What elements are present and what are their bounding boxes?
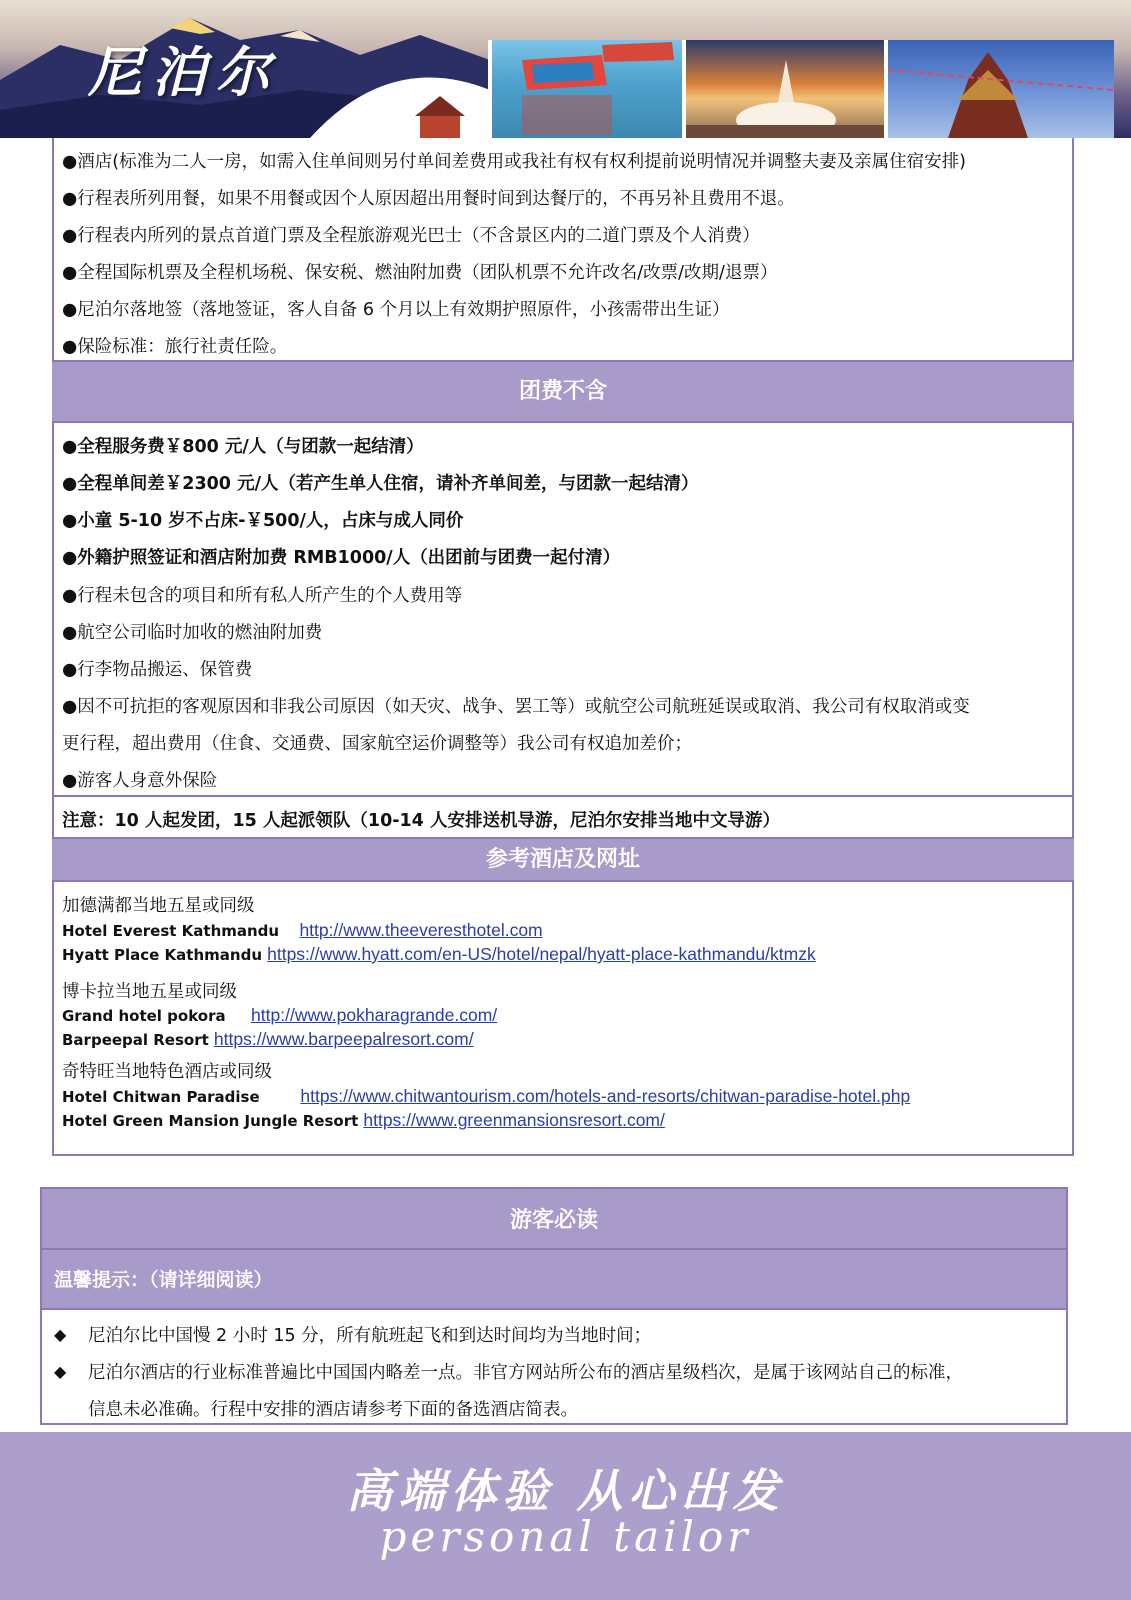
hotel-name: Grand hotel pokora (62, 1007, 226, 1025)
notice-item: 尼泊尔比中国慢 2 小时 15 分，所有航班起飞和到达时间均为当地时间； (88, 1326, 652, 1346)
hotel-name: Hotel Green Mansion Jungle Resort (62, 1112, 359, 1130)
warm-tips-heading: 温馨提示：（请详细阅读） (40, 1250, 1068, 1310)
hotel-link[interactable]: https://www.greenmansionsresort.com/ (363, 1110, 665, 1130)
notice-heading: 游客必读 (40, 1187, 1068, 1250)
region-kathmandu: 加德满都当地五星或同级 (62, 896, 255, 916)
region-chitwan: 奇特旺当地特色酒店或同级 (62, 1062, 272, 1082)
hotel-link[interactable]: https://www.chitwantourism.com/hotels-and-resorts/chitwan-paradise-hotel.php (300, 1086, 911, 1106)
excluded-fee-item: ●小童 5-10 岁不占床-￥500/人，占床与成人同价 (62, 511, 464, 531)
hotel-name: Hotel Everest Kathmandu (62, 922, 280, 940)
excluded-item: ●行李物品搬运、保管费 (62, 660, 253, 680)
included-item: ●行程表所列用餐，如果不用餐或因个人原因超出用餐时间到达餐厅的，不再另补且费用不退。 (62, 189, 795, 209)
temple-illustration (290, 60, 490, 138)
hotel-name: Hotel Chitwan Paradise (62, 1088, 260, 1106)
diamond-bullet-icon: ◆ (54, 1362, 67, 1381)
included-item: ●酒店(标准为二人一房，如需入住单间则另付单间差费用或我社有权有权利提前说明情况并调整夫妻及亲属住宿安排) (62, 152, 966, 172)
hotel-link[interactable]: http://www.pokharagrande.com/ (251, 1005, 498, 1025)
excluded-item: ●行程未包含的项目和所有私人所产生的个人费用等 (62, 586, 463, 606)
hotel-name: Hyatt Place Kathmandu (62, 946, 263, 964)
boats-photo (488, 40, 682, 138)
excluded-item: ●航空公司临时加收的燃油附加费 (62, 623, 323, 643)
excluded-item: ●因不可抗拒的客观原因和非我公司原因（如天灾、战争、罢工等）或航空公司航班延误或取消、我公司有权取消或变 (62, 697, 970, 717)
hotel-row (62, 944, 816, 965)
hotel-link[interactable]: https://www.hyatt.com/en-US/hotel/nepal/hyatt-place-kathmandu/ktmzk (267, 944, 816, 964)
hotel-row (62, 1110, 665, 1131)
hotel-row (62, 1029, 474, 1050)
footer-slogan: 高端体验 从心出发 (346, 1464, 785, 1518)
divider (52, 795, 1074, 797)
hotels-heading: 参考酒店及网址 (52, 837, 1074, 882)
hotel-name: Barpeepal Resort (62, 1031, 209, 1049)
notice-item: 尼泊尔酒店的行业标准普遍比中国国内略差一点。非官方网站所公布的酒店星级档次，是属于该网站自己的标准， (88, 1363, 963, 1383)
trip-details-box (52, 138, 1074, 1156)
included-item: ●行程表内所列的景点首道门票及全程旅游观光巴士（不含景区内的二道门票及个人消费） (62, 226, 760, 246)
header-banner (0, 0, 1131, 138)
destination-title: 尼泊尔 (88, 40, 280, 104)
hotel-row (62, 920, 543, 941)
excluded-fee-item: ●全程单间差￥2300 元/人（若产生单人住宿，请补齐单间差，与团款一起结清） (62, 474, 699, 494)
excluded-item-continued: 更行程，超出费用（住食、交通费、国家航空运价调整等）我公司有权追加差价； (62, 734, 692, 754)
excluded-heading: 团费不含 (52, 360, 1074, 423)
region-pokhara: 博卡拉当地五星或同级 (62, 982, 237, 1002)
excluded-fee-item: ●全程服务费￥800 元/人（与团款一起结清） (62, 437, 424, 457)
excluded-item: ●游客人身意外保险 (62, 771, 218, 791)
pagoda-photo (884, 40, 1114, 138)
included-item: ●保险标准：旅行社责任险。 (62, 337, 288, 357)
included-item: ●全程国际机票及全程机场税、保安税、燃油附加费（团队机票不允许改名/改票/改期/退票） (62, 263, 778, 283)
notice-item-continued: 信息未必准确。行程中安排的酒店请参考下面的备选酒店简表。 (88, 1400, 578, 1420)
diamond-bullet-icon: ◆ (54, 1325, 67, 1344)
hotel-row (62, 1086, 910, 1107)
included-item: ●尼泊尔落地签（落地签证，客人自备 6 个月以上有效期护照原件，小孩需带出生证） (62, 300, 730, 320)
footer-subtitle: personal tailor (379, 1512, 752, 1561)
stupa-photo (682, 40, 884, 138)
hotel-link[interactable]: https://www.barpeepalresort.com/ (213, 1029, 474, 1049)
excluded-fee-item: ●外籍护照签证和酒店附加费 RMB1000/人（出团前与团费一起付清） (62, 548, 621, 568)
hotel-link[interactable]: http://www.theeveresthotel.com (299, 920, 543, 940)
group-size-note: 注意：10 人起发团，15 人起派领队（10-14 人安排送机导游，尼泊尔安排当地中文导游） (62, 811, 780, 831)
hotel-row (62, 1005, 497, 1026)
